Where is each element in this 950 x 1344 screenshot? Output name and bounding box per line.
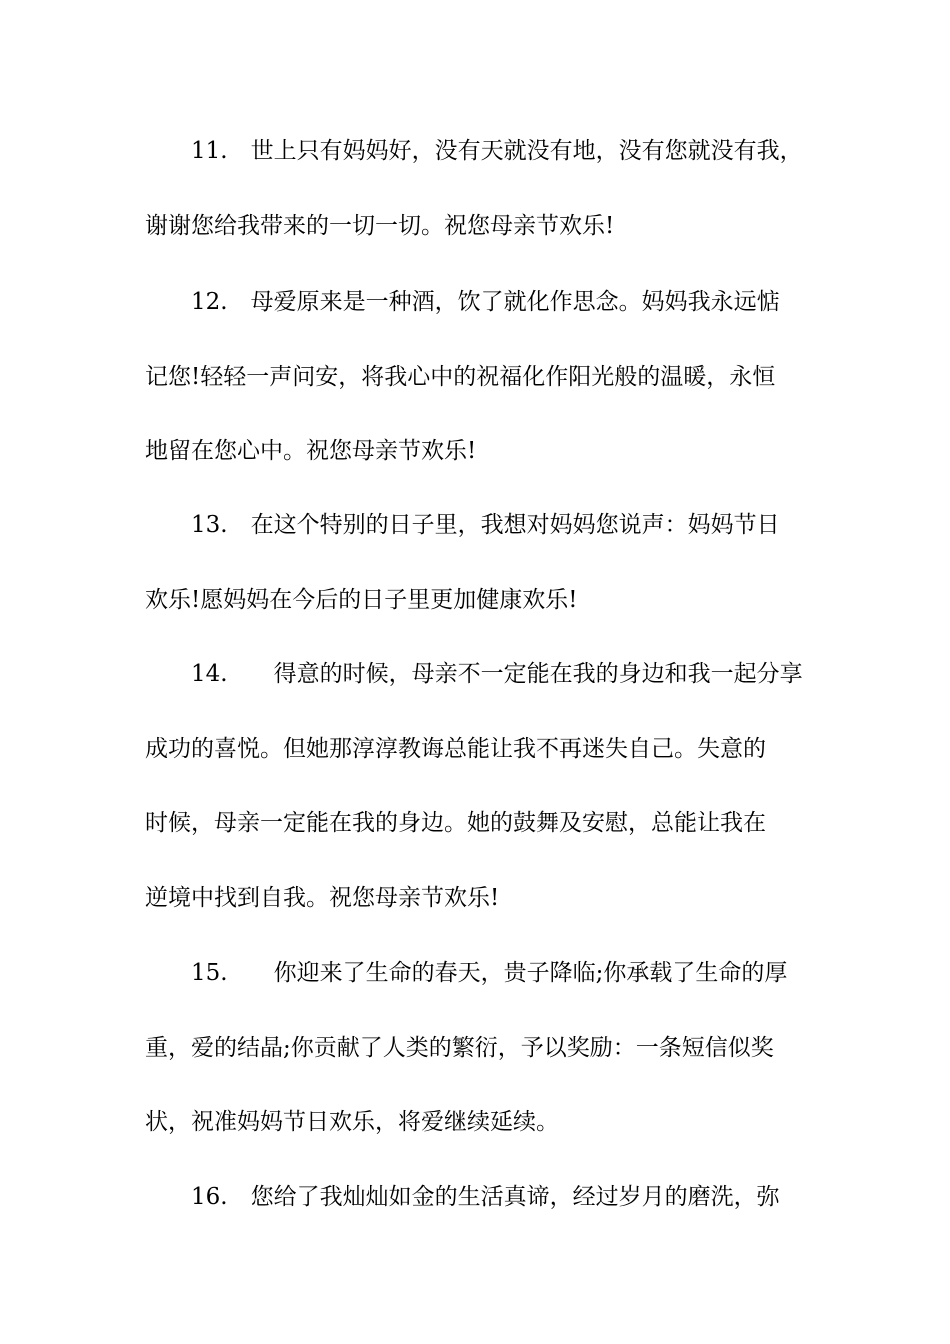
text-line: 逆境中找到自我。祝您母亲节欢乐! (145, 885, 500, 911)
text-line: 14. 得意的时候，母亲不一定能在我的身边和我一起分享 (145, 661, 803, 687)
text-line: 地留在您心中。祝您母亲节欢乐! (145, 438, 477, 464)
text-line: 重，爱的结晶;你贡献了人类的繁衍，予以奖励：一条短信似奖 (145, 1035, 774, 1061)
text-line: 谢谢您给我带来的一切一切。祝您母亲节欢乐! (145, 213, 615, 239)
text-line: 11. 世上只有妈妈好，没有天就没有地，没有您就没有我， (145, 138, 803, 164)
text-line: 15. 你迎来了生命的春天，贵子降临;你承载了生命的厚 (145, 960, 788, 986)
text-line: 记您!轻轻一声问安，将我心中的祝福化作阳光般的温暖，永恒 (145, 364, 776, 390)
text-line: 时候，母亲一定能在我的身边。她的鼓舞及安慰，总能让我在 (145, 810, 766, 836)
text-line: 成功的喜悦。但她那淳淳教诲总能让我不再迷失自己。失意的 (145, 736, 766, 762)
text-line: 欢乐!愿妈妈在今后的日子里更加健康欢乐! (145, 587, 578, 613)
text-line: 12. 母爱原来是一种酒，饮了就化作思念。妈妈我永远惦 (145, 289, 780, 315)
text-line: 16. 您给了我灿灿如金的生活真谛，经过岁月的磨洗，弥 (145, 1184, 780, 1210)
text-line: 状，祝准妈妈节日欢乐，将爱继续延续。 (145, 1109, 559, 1135)
text-line: 13. 在这个特别的日子里，我想对妈妈您说声：妈妈节日 (145, 512, 780, 538)
